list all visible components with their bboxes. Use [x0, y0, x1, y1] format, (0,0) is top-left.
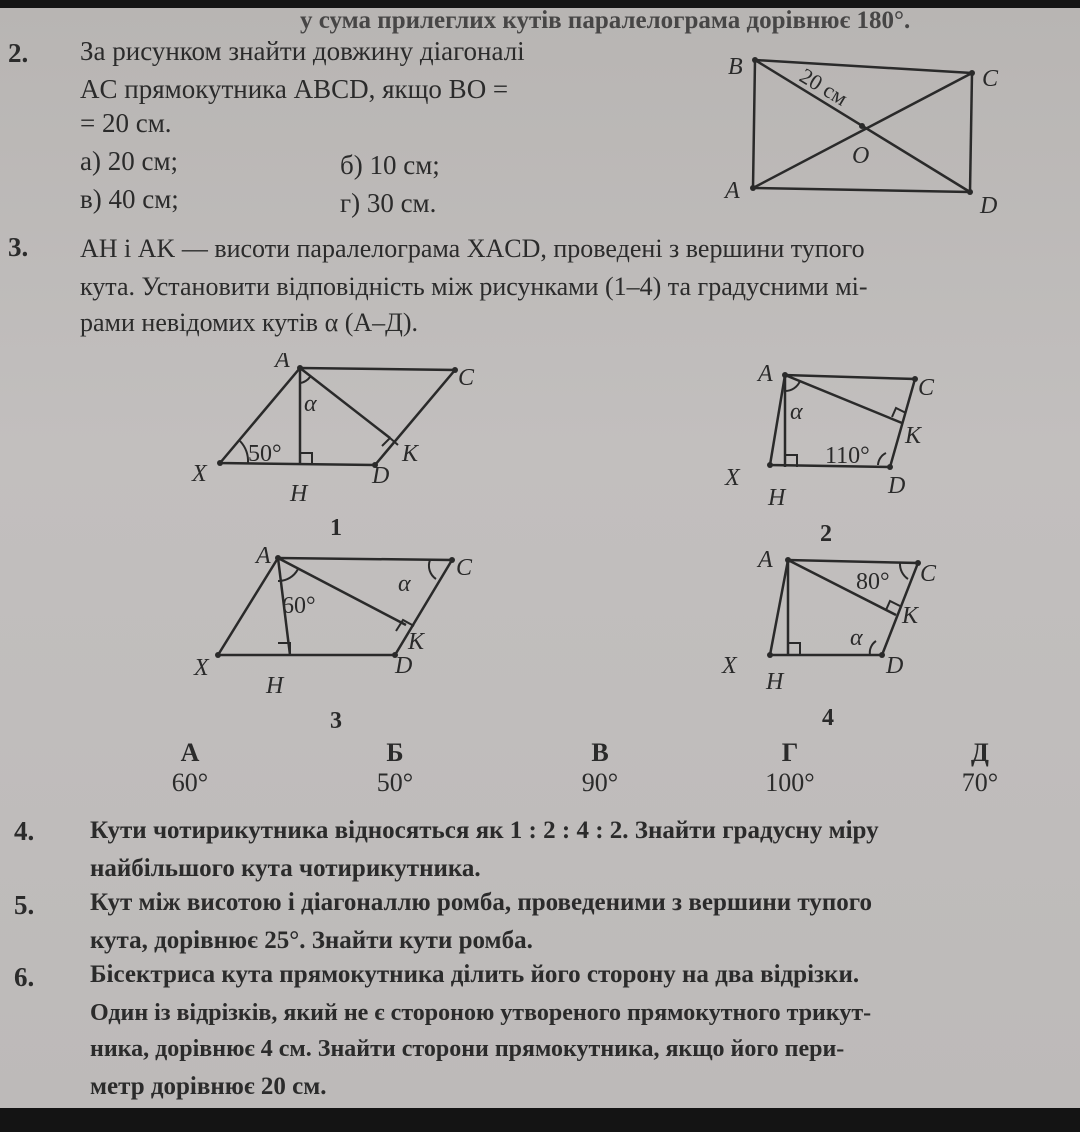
- q2-label-C: C: [982, 66, 999, 92]
- q5-line1: Кут між висотою і діагоналлю ромба, проведеними з вершини тупого: [90, 889, 873, 916]
- answer-letter-B: Б: [386, 738, 404, 767]
- q6-line3: ника, дорівнює 4 см. Знайти сторони прямокутника, якщо його пери-: [90, 1036, 845, 1062]
- answer-option-V: [540, 738, 660, 798]
- answer-value-A: 60°: [171, 768, 209, 797]
- fig1-label-H: H: [290, 481, 308, 507]
- q3-figure-3: [190, 543, 490, 733]
- fig4-caption: 4: [822, 705, 834, 731]
- answer-letter-A: А: [180, 738, 200, 767]
- fig2-label-D: D: [888, 473, 906, 499]
- fig3-caption: 3: [330, 708, 342, 733]
- q4-line1: Кути чотирикутника відносяться як 1 : 2 : 4 : 2. Знайти градусну міру: [90, 817, 879, 844]
- fig2-given-angle: 110°: [825, 443, 870, 469]
- fig4-alpha: α: [850, 625, 863, 651]
- q2-option-v: в) 40 см;: [80, 184, 179, 214]
- fig4-label-D: D: [886, 653, 904, 679]
- fig3-given-angle: 60°: [282, 593, 316, 619]
- q6-line1: Бісектриса кута прямокутника ділить його сторону на два відрізки.: [90, 961, 860, 988]
- fig2-caption: 2: [820, 521, 832, 543]
- fig4-given-angle: 80°: [856, 569, 890, 595]
- answer-value-V: 90°: [581, 768, 619, 797]
- fig3-label-C: C: [456, 555, 473, 581]
- answer-option-A: [130, 738, 250, 798]
- q3-figure-2: [720, 353, 1020, 543]
- answer-value-D: 70°: [961, 768, 999, 797]
- answer-letter-D: Д: [971, 738, 989, 767]
- q2-line3: = 20 см.: [80, 108, 172, 138]
- top-dark-border: [0, 0, 1080, 8]
- fig2-alpha: α: [790, 399, 803, 425]
- fig2-label-H: H: [768, 485, 786, 511]
- fig1-label-C: C: [458, 365, 475, 391]
- fig1-label-X: X: [192, 461, 207, 487]
- answer-option-D: [920, 738, 1040, 798]
- answer-value-B: 50°: [376, 768, 414, 797]
- q2-label-A: A: [725, 178, 740, 204]
- q2-label-B: B: [728, 54, 743, 80]
- q5-line2: кута, дорівнює 25°. Знайти кути ромба.: [90, 927, 533, 954]
- fig3-label-D: D: [395, 653, 413, 679]
- fig3-label-X: X: [194, 655, 209, 681]
- answer-option-G: [730, 738, 850, 798]
- fig2-label-K: K: [905, 423, 922, 449]
- q2-number: 2.: [8, 38, 29, 68]
- q2-line2: AC прямокутника ABCD, якщо BO =: [80, 74, 509, 104]
- q2-line1: За рисунком знайти довжину діагоналі: [80, 36, 525, 66]
- bottom-dark-border: [0, 1108, 1080, 1132]
- q3-number: 3.: [8, 232, 29, 262]
- fig3-label-H: H: [266, 673, 284, 699]
- q2-option-g: г) 30 см.: [340, 188, 437, 218]
- textbook-page: [0, 8, 1080, 1108]
- answer-option-B: [335, 738, 455, 798]
- q3-line2: кута. Установити відповідність між рисунками (1–4) та градусними мі-: [80, 272, 868, 301]
- q2-rectangle-figure: [720, 48, 1020, 228]
- fig4-label-C: C: [920, 561, 937, 587]
- fig2-label-X: X: [725, 465, 740, 491]
- fig3-label-K: K: [408, 629, 425, 655]
- fig3-alpha: α: [398, 571, 411, 597]
- fig4-label-A: A: [758, 547, 773, 573]
- fig1-label-A: A: [275, 353, 290, 373]
- fig4-label-H: H: [766, 669, 784, 695]
- fig1-label-D: D: [372, 463, 390, 489]
- q3-figure-4: [720, 543, 1020, 733]
- q3-figure-1: [190, 353, 490, 543]
- q3-line3: рами невідомих кутів α (А–Д).: [80, 308, 419, 337]
- fig1-caption: 1: [330, 515, 342, 541]
- q6-number: 6.: [14, 962, 35, 992]
- q2-option-a: а) 20 см;: [80, 146, 179, 176]
- q2-option-b: б) 10 см;: [340, 150, 440, 180]
- q6-line4: метр дорівнює 20 см.: [90, 1073, 327, 1100]
- q4-line2: найбільшого кута чотирикутника.: [90, 855, 481, 882]
- fig1-alpha: α: [304, 391, 317, 417]
- q2-label-O: O: [852, 143, 870, 169]
- q5-number: 5.: [14, 890, 35, 920]
- fig1-given-angle: 50°: [248, 441, 282, 467]
- q6-line2: Один із відрізків, який не є стороною утвореного прямокутного трикут-: [90, 1000, 872, 1026]
- q3-line1: AH і AK — висоти паралелограма XACD, проведені з вершини тупого: [80, 234, 865, 263]
- top-fragment-text: у сума прилеглих кутів паралелограма дорівнює 180°.: [300, 8, 911, 34]
- answer-value-G: 100°: [765, 768, 815, 797]
- fig3-label-A: A: [256, 543, 271, 569]
- fig2-label-A: A: [758, 361, 773, 387]
- answer-letter-V: В: [591, 738, 609, 767]
- fig4-label-K: K: [902, 603, 919, 629]
- answer-letter-G: Г: [781, 738, 799, 767]
- q2-label-D: D: [980, 193, 998, 219]
- fig4-label-X: X: [722, 653, 737, 679]
- q4-number: 4.: [14, 816, 35, 846]
- q2-bo-length-label: 20 см: [795, 62, 853, 111]
- fig1-label-K: K: [402, 441, 419, 467]
- fig2-label-C: C: [918, 375, 935, 401]
